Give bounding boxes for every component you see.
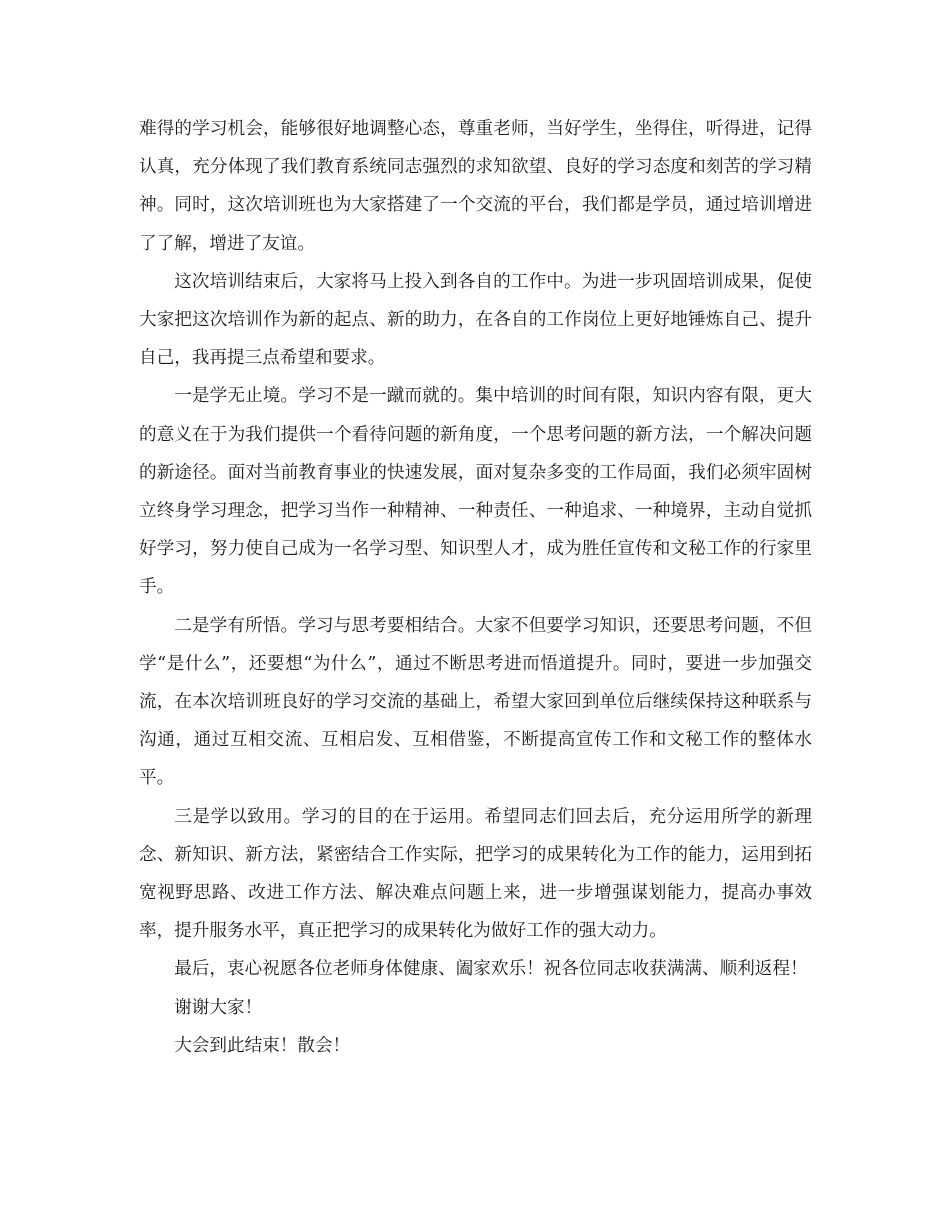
paragraph-point-two: 二是学有所悟。学习与思考要相结合。大家不但要学习知识，还要思考问题，不但学“是什么”，还要想“为什么”，通过不断思考进而悟道提升。同时，要进一步加强交流，在本次培训班良好的学习交流的基础上，希望大家回到单位后继续保持这种联系与沟通，通过互相交流、互相启发、互相借鉴，不断提高宣传工作和文秘工作的整体水平。 xyxy=(139,615,812,789)
paragraph-adjourn: 大会到此结束！散会！ xyxy=(174,1035,351,1056)
paragraph-point-three: 三是学以致用。学习的目的在于运用。希望同志们回去后，充分运用所学的新理念、新知识、新方法，紧密结合工作实际，把学习的成果转化为工作的能力，运用到拓宽视野思路、改进工作方法、解决难点问题上来，进一步增强谋划能力，提高办事效率，提升服务水平，真正把学习的成果转化为做好工作的强大动力。 xyxy=(139,806,812,942)
paragraph-point-one: 一是学无止境。学习不是一蹴而就的。集中培训的时间有限，知识内容有限，更大的意义在于为我们提供一个看待问题的新角度，一个思考问题的新方法，一个解决问题的新途径。面对当前教育事业的快速发展，面对复杂多变的工作局面，我们必须牢固树立终身学习理念，把学习当作一种精神、一种责任、一种追求、一种境界，主动自觉抓好学习，努力使自己成为一名学习型、知识型人才，成为胜任宣传和文秘工作的行家里手。 xyxy=(139,386,812,598)
paragraph-training-results: 这次培训结束后，大家将马上投入到各自的工作中。为进一步巩固培训成果，促使大家把这次培训作为新的起点、新的助力，在各自的工作岗位上更好地锤炼自己、提升自己，我再提三点希望和要求。 xyxy=(139,271,812,369)
document-body xyxy=(139,110,812,1065)
paragraph-continued: 难得的学习机会，能够很好地调整心态，尊重老师，当好学生，坐得住，听得进，记得认真，充分体现了我们教育系统同志强烈的求知欲望、良好的学习态度和刻苦的学习精神。同时，这次培训班也为大家搭建了一个交流的平台，我们都是学员，通过培训增进了了解，增进了友谊。 xyxy=(139,119,812,254)
paragraph-closing-wishes: 最后，衷心祝愿各位老师身体健康、阖家欢乐！祝各位同志收获满满、顺利返程！ xyxy=(174,959,808,980)
paragraph-thanks: 谢谢大家！ xyxy=(174,997,263,1018)
